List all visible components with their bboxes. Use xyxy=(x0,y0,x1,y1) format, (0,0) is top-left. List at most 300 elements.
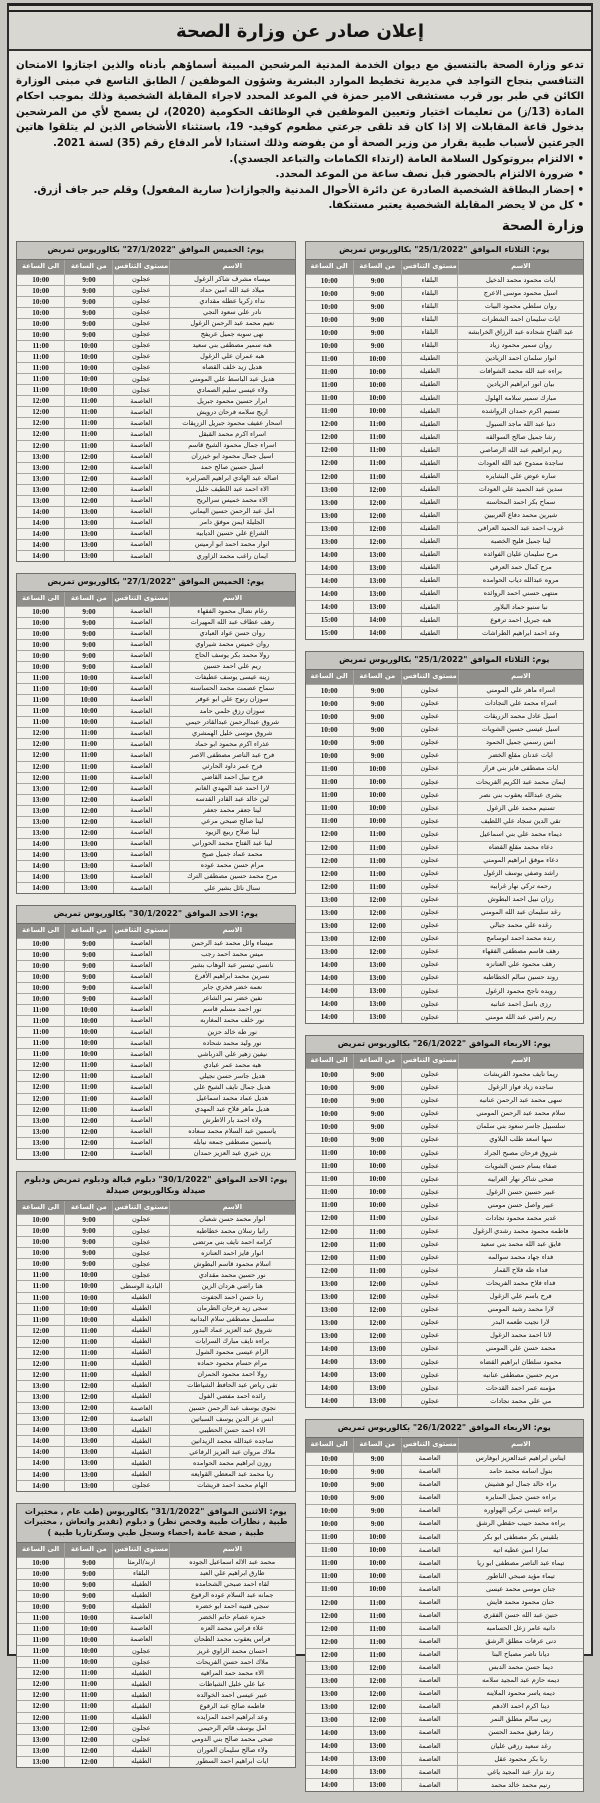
competition-level: الطفيله xyxy=(114,1337,170,1347)
competition-level: عجلون xyxy=(402,920,458,932)
time-from: 13:00 xyxy=(65,839,113,849)
time-from: 10:00 xyxy=(65,1281,113,1291)
table-row xyxy=(306,697,584,710)
competition-level: العاصمة xyxy=(114,1005,170,1015)
competition-level: عجلون xyxy=(402,985,458,997)
time-to: 11:00 xyxy=(306,776,354,788)
time-from: 9:00 xyxy=(65,286,113,296)
competition-level: العاصمة xyxy=(114,1105,170,1115)
candidate-name: ريما نايف محمود القريشات xyxy=(483,1070,558,1079)
time-to: 14:00 xyxy=(17,507,65,517)
time-to: 13:00 xyxy=(306,1701,354,1713)
schedule-table xyxy=(16,905,296,1160)
competition-level: العاصمة xyxy=(402,1531,458,1543)
column-header-to: الى الساعة xyxy=(305,1054,353,1068)
time-to: 14:00 xyxy=(306,1753,354,1765)
table-row xyxy=(306,1452,584,1465)
time-to: 14:00 xyxy=(306,972,354,984)
time-from: 13:00 xyxy=(354,972,402,984)
time-from: 9:00 xyxy=(65,961,113,971)
candidate-name: اسيل محمود موسى الاعرج xyxy=(483,289,558,297)
competition-level: العاصمة xyxy=(114,950,170,960)
table-row xyxy=(17,1037,295,1048)
time-from: 12:00 xyxy=(354,1714,402,1726)
competition-level: عجلون xyxy=(402,1160,458,1172)
candidate-name: لقاء احمد صبحي الشحامده xyxy=(195,1580,270,1589)
table-row xyxy=(306,1674,584,1687)
competition-level: العاصمة xyxy=(114,1613,170,1623)
table-row xyxy=(17,871,295,882)
table-row xyxy=(17,1656,295,1667)
time-from: 12:00 xyxy=(65,784,113,794)
competition-level: العاصمة xyxy=(402,1714,458,1726)
table-row xyxy=(17,849,295,860)
table-row xyxy=(17,1590,295,1601)
time-from: 9:00 xyxy=(65,297,113,307)
time-to: 11:00 xyxy=(17,1613,65,1623)
table-row xyxy=(17,351,295,362)
table-row xyxy=(306,430,584,443)
table-row xyxy=(17,1667,295,1678)
competition-level: عجلون xyxy=(402,1199,458,1211)
time-to: 12:00 xyxy=(306,828,354,840)
time-to: 14:00 xyxy=(17,518,65,528)
competition-level: العاصمة xyxy=(114,1071,170,1081)
competition-level: عجلون xyxy=(114,1735,170,1745)
table-row xyxy=(306,1094,584,1107)
candidate-name: لينا صلاح ربيع الزيود xyxy=(205,828,260,837)
competition-level: الطفيله xyxy=(402,549,458,561)
time-to: 12:00 xyxy=(17,1326,65,1336)
time-to: 11:00 xyxy=(17,341,65,351)
competition-level: العاصمة xyxy=(114,485,170,495)
time-from: 12:00 xyxy=(354,920,402,932)
candidate-name: نانسي تيسير عبد الوهاب بشير xyxy=(190,961,274,970)
table-row xyxy=(306,1303,584,1316)
time-from: 12:00 xyxy=(65,1392,113,1402)
title-bar xyxy=(9,12,591,51)
competition-level: عجلون xyxy=(402,815,458,827)
table-row xyxy=(306,339,584,352)
competition-level: العاصمة xyxy=(114,474,170,484)
time-from: 12:00 xyxy=(65,1149,113,1159)
candidate-name: ديانا ناصر مصباح البنا xyxy=(492,1650,550,1659)
table-row xyxy=(306,1251,584,1264)
competition-level: العاصمة xyxy=(402,1649,458,1661)
competition-level: البلقاء xyxy=(402,314,458,326)
table-row xyxy=(306,788,584,801)
competition-level: عجلون xyxy=(402,802,458,814)
competition-level: العاصمة xyxy=(114,817,170,827)
time-from: 12:00 xyxy=(354,894,402,906)
candidate-name: دعاء محمد مقلع القضاه xyxy=(488,842,553,851)
time-to: 10:00 xyxy=(17,1558,65,1568)
competition-level: العاصمة xyxy=(114,1038,170,1048)
table-row xyxy=(17,373,295,384)
table-row xyxy=(306,1185,584,1198)
time-from: 13:00 xyxy=(354,1343,402,1355)
table-row xyxy=(306,1596,584,1609)
time-from: 11:00 xyxy=(65,429,113,439)
schedule-table xyxy=(16,573,296,894)
time-to: 14:00 xyxy=(306,1382,354,1394)
competition-level: الطفيله xyxy=(402,484,458,496)
competition-level: العاصمة xyxy=(114,452,170,462)
time-to: 12:00 xyxy=(306,471,354,483)
candidate-name: اسحار عفيف محمود جبريل الزريقات xyxy=(182,418,283,427)
competition-level: العاصمة xyxy=(402,1492,458,1504)
candidate-name: رغام نضال محمود الفقهاء xyxy=(197,606,268,615)
time-from: 13:00 xyxy=(354,588,402,600)
candidate-name: وعد ابراهيم احمد المزايده xyxy=(196,1712,268,1721)
candidate-name: تسنيم محمد علي الزغول xyxy=(486,803,555,812)
candidate-name: غدير محمد محمود نجادات xyxy=(485,1213,557,1222)
candidate-name: تيماء عبد الناصر مصطفى ابو ريا xyxy=(477,1558,565,1567)
time-to: 12:00 xyxy=(17,773,65,783)
competition-level: العاصمة xyxy=(114,728,170,738)
time-to: 12:00 xyxy=(306,842,354,854)
time-to: 11:00 xyxy=(17,374,65,384)
table-row xyxy=(306,710,584,723)
candidate-name: ريم ابراهيم عبد الله الرصاصي xyxy=(479,445,562,454)
table-row xyxy=(17,794,295,805)
time-from: 11:00 xyxy=(65,1359,113,1369)
competition-level: العاصمة xyxy=(114,739,170,749)
table-row xyxy=(17,938,295,949)
time-from: 11:00 xyxy=(65,1348,113,1358)
time-to: 14:00 xyxy=(17,551,65,561)
time-from: 11:00 xyxy=(354,1636,402,1648)
time-from: 9:00 xyxy=(65,308,113,318)
competition-level: العاصمة xyxy=(114,828,170,838)
time-from: 9:00 xyxy=(65,651,113,661)
competition-level: الطفيله xyxy=(114,1326,170,1336)
time-from: 9:00 xyxy=(65,1580,113,1590)
time-to: 14:00 xyxy=(306,1343,354,1355)
table-row xyxy=(306,880,584,893)
candidate-name: اصاله عبد الهادي ابراهيم الصرايره xyxy=(185,474,279,483)
competition-level: عجلون xyxy=(402,1011,458,1023)
column-header-to: الى الساعة xyxy=(17,1201,65,1215)
candidate-name: ميساء مشرف شاكر الزغول xyxy=(194,274,271,283)
time-from: 11:00 xyxy=(65,1071,113,1081)
table-row xyxy=(17,440,295,451)
table-row xyxy=(306,762,584,775)
time-from: 10:00 xyxy=(65,1315,113,1325)
candidate-name: سها اسعد طلب البلاوي xyxy=(489,1135,553,1144)
competition-level: الطفيله xyxy=(402,614,458,626)
table-row xyxy=(17,1280,295,1291)
time-from: 11:00 xyxy=(65,1105,113,1115)
competition-level: العاصمة xyxy=(114,1624,170,1634)
time-to: 11:00 xyxy=(17,1027,65,1037)
competition-level: العاصمة xyxy=(114,773,170,783)
time-to: 10:00 xyxy=(306,737,354,749)
candidate-name: سجى زيد فرحان الطرمان xyxy=(196,1303,268,1312)
table-row xyxy=(306,958,584,971)
announcement xyxy=(7,3,593,1790)
time-from: 9:00 xyxy=(65,1602,113,1612)
competition-level: عجلون xyxy=(402,737,458,749)
competition-level: عجلون xyxy=(114,341,170,351)
time-to: 12:00 xyxy=(17,1701,65,1711)
competition-level: الطفيله xyxy=(114,1668,170,1678)
candidate-name: مريم حسين مصطفى عنانبه xyxy=(482,1370,559,1379)
schedule-table xyxy=(305,651,585,1024)
candidate-name: منتهى حسني احمد الروائده xyxy=(483,589,558,598)
candidate-name: ريم علي احمد حسين xyxy=(203,662,261,671)
candidate-name: روان خميس محمد شيراوي xyxy=(195,640,270,649)
candidate-name: ايات ابراهيم احمد السطور xyxy=(196,1757,269,1766)
competition-level: عجلون xyxy=(114,1226,170,1236)
time-from: 9:00 xyxy=(354,1095,402,1107)
time-from: 9:00 xyxy=(354,1505,402,1517)
time-to: 13:00 xyxy=(17,1392,65,1402)
candidate-name: اريج سلامه فرحان درويش xyxy=(196,407,268,416)
time-from: 9:00 xyxy=(354,711,402,723)
time-to: 14:00 xyxy=(17,1481,65,1491)
candidate-name: هبه عمران علي الزغول xyxy=(200,352,265,361)
candidate-name: رنيم محمد خالد محمد xyxy=(491,1780,551,1789)
time-from: 9:00 xyxy=(65,1226,113,1236)
candidate-name: كرامه احمد نايف بني مرتضى xyxy=(192,1237,272,1246)
candidate-name: نور وليد محمد شحاده xyxy=(202,1038,262,1047)
candidate-name: نبا سنيو حماد البلاور xyxy=(493,602,548,611)
table-row xyxy=(17,805,295,816)
time-from: 12:00 xyxy=(65,817,113,827)
time-from: 10:00 xyxy=(65,1049,113,1059)
time-to: 13:00 xyxy=(306,1675,354,1687)
candidate-name: شروق فرحان مصبح الجراد xyxy=(483,1148,558,1157)
table-row xyxy=(306,906,584,919)
time-from: 9:00 xyxy=(65,662,113,672)
candidate-name: لينا جعفر محمد جعفر xyxy=(203,806,262,815)
candidate-name: نيفين زهير علي الدرباشي xyxy=(197,1049,268,1058)
candidate-name: براءه محمد حبيب حقظي الرشق xyxy=(476,1519,566,1528)
time-from: 11:00 xyxy=(65,1094,113,1104)
competition-level: الطفيله xyxy=(114,1425,170,1435)
time-to: 12:00 xyxy=(17,1082,65,1092)
table-row xyxy=(306,1081,584,1094)
candidate-name: ساجده زياد فواز الزغول xyxy=(487,1083,554,1092)
intro-paragraph: تدعو وزارة الصحة بالتنسيق مع ديوان الخدمة المدنية المرشحين المبينة أسماؤهم بأدناه والذين اجتازوا الامتحان التنافسي بنجاح التواجد في مديرية تخطيط الموارد البشرية وشؤون الموظفين / الطابق التاسع في مبنى الوزارة الكائن في طبر بور قرب مستشفى الامير حمزة في الموعد المحدد لاجراء المقابلة الشخصية وذلك بموجب احكام المادة (13/ز) من تعليمات اختيار وتعيين الموظفين في الوظائف الحكومية (2020)، لن يسمح لأي من المرشحين بدخول قاعة المقابلات إلا إذا كان قد تلقى جرعتي مطعوم كوفيد- 19، باستثناء الأشخاص الذين لم يتلقوا هاتين الجرعتين لأسباب طبية بقرار من وزير الصحة أو من يفوضه وذلك استنادا لأمر الدفاع رقم (35) لسنة 2021. xyxy=(16,60,585,149)
time-from: 9:00 xyxy=(65,1569,113,1579)
competition-level: العاصمة xyxy=(402,1623,458,1635)
table-row xyxy=(306,1739,584,1752)
time-to: 10:00 xyxy=(17,607,65,617)
candidate-name: نداء زكريا عطله مقدادي xyxy=(199,297,266,306)
competition-level: الطفيله xyxy=(402,627,458,639)
time-to: 11:00 xyxy=(306,1531,354,1543)
candidate-name: الهام محمد احمد قريشات xyxy=(197,1480,268,1489)
time-from: 10:00 xyxy=(65,1304,113,1314)
competition-level: الطفيله xyxy=(402,471,458,483)
time-from: 12:00 xyxy=(65,485,113,495)
time-to: 10:00 xyxy=(306,1095,354,1107)
candidate-name: فرح عمر داود الحارثي xyxy=(202,761,263,770)
table-row xyxy=(306,984,584,997)
candidate-name: سماح بكر احمد المحاسنه xyxy=(486,498,556,506)
time-to: 11:00 xyxy=(306,1160,354,1172)
candidate-name: ساجده عبدالله محمد الزيدانين xyxy=(191,1436,274,1445)
table-row xyxy=(17,484,295,495)
competition-level: عجلون xyxy=(114,1646,170,1656)
candidate-name: ايات محمود محمد الدخيل xyxy=(485,275,556,284)
candidate-name: سدين عبد الحميد علي العودات xyxy=(478,484,563,493)
time-to: 14:00 xyxy=(306,588,354,600)
time-to: 15:00 xyxy=(306,614,354,626)
time-from: 10:00 xyxy=(65,706,113,716)
time-to: 14:00 xyxy=(306,575,354,587)
competition-level: العاصمة xyxy=(114,507,170,517)
table-row xyxy=(17,1435,295,1446)
candidate-name: نور خلف محمد المغاربه xyxy=(200,1016,265,1025)
candidate-name: عذراء اكرم محمود ابو حماد xyxy=(194,739,270,748)
table-row xyxy=(17,1457,295,1468)
time-from: 10:00 xyxy=(65,1016,113,1026)
table-row xyxy=(17,1093,295,1104)
column-header-name: الاسم xyxy=(511,1440,531,1449)
time-to: 10:00 xyxy=(306,301,354,313)
candidate-name: ياسمين مصطفى جمعه نيابله xyxy=(193,1138,272,1147)
time-from: 13:00 xyxy=(65,1447,113,1457)
candidate-name: تقي الدين سجاد علي اللطيف xyxy=(480,816,561,825)
time-to: 13:00 xyxy=(306,894,354,906)
time-from: 11:00 xyxy=(65,750,113,760)
time-from: 9:00 xyxy=(354,314,402,326)
table-row xyxy=(17,462,295,473)
candidate-name: هنا راضي هردان الزين xyxy=(201,1281,263,1290)
candidate-name: لارا محمد رشيد المومني xyxy=(487,1305,554,1314)
time-from: 10:00 xyxy=(354,379,402,391)
table-row xyxy=(306,1394,584,1407)
table-row xyxy=(306,535,584,548)
candidate-name: بتول اسامه محمد حامد xyxy=(489,1467,553,1476)
competition-level: عجلون xyxy=(402,1121,458,1133)
time-to: 11:00 xyxy=(17,1281,65,1291)
competition-level: عجلون xyxy=(402,1356,458,1368)
candidate-name: رولا محمد بكر يوسف الحاج xyxy=(194,651,270,660)
candidate-name: اسراء ماهر علي المومني xyxy=(486,686,555,695)
time-from: 12:00 xyxy=(65,1403,113,1413)
time-from: 13:00 xyxy=(354,562,402,574)
time-from: 10:00 xyxy=(65,1657,113,1667)
time-to: 14:00 xyxy=(306,549,354,561)
table-row xyxy=(306,1010,584,1023)
time-from: 10:00 xyxy=(354,1570,402,1582)
competition-level: العاصمة xyxy=(114,396,170,406)
time-to: 13:00 xyxy=(306,1330,354,1342)
column-header-level: مستوى التنافس xyxy=(402,1438,459,1452)
time-from: 12:00 xyxy=(65,1138,113,1148)
column-header-level: مستوى التنافس xyxy=(113,1543,170,1557)
time-from: 12:00 xyxy=(65,1757,113,1767)
time-to: 12:00 xyxy=(17,728,65,738)
candidate-name: رانيا رسلان محمد خطاطبه xyxy=(196,1226,269,1235)
time-to: 10:00 xyxy=(17,662,65,672)
table-row xyxy=(306,919,584,932)
column-header-name: الاسم xyxy=(222,261,243,270)
time-to: 10:00 xyxy=(306,314,354,326)
table-row xyxy=(306,1329,584,1342)
time-from: 12:00 xyxy=(354,1701,402,1713)
table-row xyxy=(306,404,584,417)
time-to: 11:00 xyxy=(17,1005,65,1015)
candidate-name: ملاك احمد حسن الفريحات xyxy=(195,1657,269,1666)
time-to: 12:00 xyxy=(306,1265,354,1277)
time-from: 10:00 xyxy=(354,353,402,365)
time-to: 13:00 xyxy=(306,907,354,919)
time-from: 11:00 xyxy=(354,1623,402,1635)
time-to: 13:00 xyxy=(17,1127,65,1137)
table-row xyxy=(306,1491,584,1504)
table-row xyxy=(306,814,584,827)
candidate-name: مروه عبدالله دياب الحوامده xyxy=(482,576,559,585)
candidate-name: اسيل جمال محمود ابو خيزران xyxy=(191,451,274,460)
table-row xyxy=(306,1700,584,1713)
competition-level: الطفيله xyxy=(114,1315,170,1325)
competition-level: العاصمة xyxy=(114,407,170,417)
time-to: 10:00 xyxy=(17,275,65,285)
table-row xyxy=(306,841,584,854)
table-title: يوم: الاثنين الموافق "31/1/2022" بكالوريوس (طب عام , مختبرات طبية , نظارات طبية وفحص نظر) و دبلوم (تقدير واتعاش , مختبرات طبية , صحة عامة ,احصاء وسجل طبي وسكرتاريا طبية ) xyxy=(17,1504,295,1543)
time-from: 12:00 xyxy=(65,1735,113,1745)
candidate-name: نفين خضر نمر الشاعر xyxy=(201,994,263,1003)
column-header-to: الى الساعة xyxy=(17,592,65,606)
competition-level: الطفيله xyxy=(402,431,458,443)
time-from: 10:00 xyxy=(65,1270,113,1280)
schedule-table xyxy=(305,241,585,640)
time-from: 10:00 xyxy=(354,763,402,775)
time-from: 12:00 xyxy=(65,474,113,484)
time-from: 10:00 xyxy=(65,695,113,705)
time-from: 10:00 xyxy=(65,352,113,362)
table-row xyxy=(306,274,584,287)
competition-level: عجلون xyxy=(114,319,170,329)
time-to: 11:00 xyxy=(306,1570,354,1582)
time-from: 11:00 xyxy=(354,1239,402,1251)
candidate-name: نعمه خضر فخري جابر xyxy=(202,983,263,992)
competition-level: عجلون xyxy=(402,750,458,762)
table-row xyxy=(17,539,295,550)
time-from: 13:00 xyxy=(65,861,113,871)
table-row xyxy=(306,1726,584,1739)
time-from: 11:00 xyxy=(65,762,113,772)
competition-level: عجلون xyxy=(402,998,458,1010)
table-row xyxy=(17,517,295,528)
time-from: 10:00 xyxy=(65,684,113,694)
table-row xyxy=(17,1314,295,1325)
time-from: 10:00 xyxy=(65,1027,113,1037)
competition-level: عجلون xyxy=(114,1724,170,1734)
candidate-name: نهى سوبه جميل عريفج xyxy=(200,330,264,339)
candidate-name: روان سلطي محمود البيات xyxy=(484,302,557,311)
competition-level: العاصمة xyxy=(402,1701,458,1713)
competition-level: العاصمة xyxy=(114,961,170,971)
time-to: 12:00 xyxy=(17,1337,65,1347)
candidate-name: فداء طه فلاح القمار xyxy=(493,1266,548,1275)
table-row xyxy=(306,1648,584,1661)
tables-column-right xyxy=(305,241,585,1803)
competition-level: العاصمة xyxy=(114,883,170,893)
table-row xyxy=(17,749,295,760)
competition-level: عجلون xyxy=(402,776,458,788)
candidate-name: تيماء مؤيد صبحي الناطور xyxy=(486,1571,555,1580)
competition-level: عجلون xyxy=(402,1108,458,1120)
time-from: 11:00 xyxy=(65,1713,113,1723)
competition-level: العاصمة xyxy=(114,1414,170,1424)
time-from: 9:00 xyxy=(354,685,402,697)
